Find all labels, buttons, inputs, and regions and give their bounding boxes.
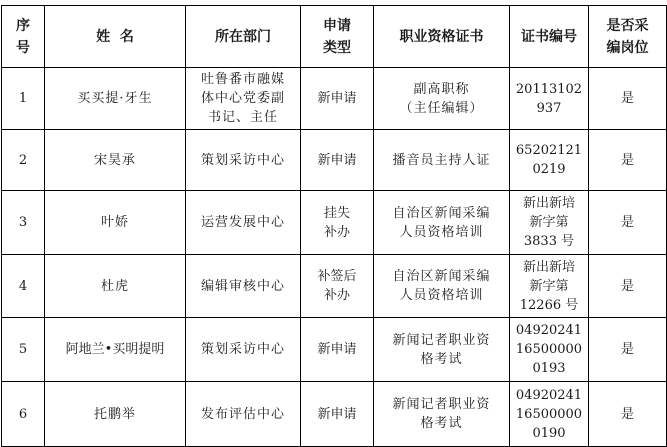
cell-dept: 发布评估中心 xyxy=(186,382,301,447)
header-name: 姓 名 xyxy=(45,6,186,68)
cell-seq: 2 xyxy=(2,130,45,191)
header-dept: 所在部门 xyxy=(186,6,301,68)
table-row xyxy=(2,130,667,191)
table-row xyxy=(2,318,667,382)
cell-cert-no: 65202121 0219 xyxy=(510,130,589,191)
cell-cert: 自治区新闻采编 人员资格培训 xyxy=(374,191,510,255)
cell-cert: 新闻记者职业资 格考试 xyxy=(374,382,510,447)
cell-apply-type: 补签后 补办 xyxy=(301,255,374,318)
cell-cert-no: 04920241 16500000 0193 xyxy=(510,318,589,382)
cell-cert-no: 新出新培 新字第 3833 号 xyxy=(510,191,589,255)
cell-dept: 编辑审核中心 xyxy=(186,255,301,318)
cell-cert: 自治区新闻采编 人员资格培训 xyxy=(374,255,510,318)
header-apply-type: 申请 类型 xyxy=(301,6,374,68)
cell-name: 杜虎 xyxy=(45,255,186,318)
cell-is-editorial: 是 xyxy=(589,255,667,318)
cell-apply-type: 新申请 xyxy=(301,382,374,447)
table-row xyxy=(2,255,667,318)
table-row xyxy=(2,382,667,447)
cell-cert-no: 20113102 937 xyxy=(510,68,589,130)
cell-cert-no: 新出新培 新字第 12266 号 xyxy=(510,255,589,318)
cell-apply-type: 新申请 xyxy=(301,318,374,382)
cell-dept: 吐鲁番市融媒 体中心党委副 书记、主任 xyxy=(186,68,301,130)
cell-seq: 1 xyxy=(2,68,45,130)
cell-name: 托鹏举 xyxy=(45,382,186,447)
cell-dept: 策划采访中心 xyxy=(186,130,301,191)
table-row xyxy=(2,68,667,130)
cell-cert-no: 04920241 16500000 0190 xyxy=(510,382,589,447)
cell-is-editorial: 是 xyxy=(589,68,667,130)
cell-name: 买买提·牙生 xyxy=(45,68,186,130)
cell-name: 叶娇 xyxy=(45,191,186,255)
cell-dept: 策划采访中心 xyxy=(186,318,301,382)
cell-is-editorial: 是 xyxy=(589,382,667,447)
cell-name: 阿地兰•买明提明 xyxy=(45,318,186,382)
cell-name: 宋昊承 xyxy=(45,130,186,191)
cell-dept: 运营发展中心 xyxy=(186,191,301,255)
cell-cert: 播音员主持人证 xyxy=(374,130,510,191)
certificate-application-table xyxy=(1,5,667,447)
header-cert: 职业资格证书 xyxy=(374,6,510,68)
cell-is-editorial: 是 xyxy=(589,191,667,255)
cell-is-editorial: 是 xyxy=(589,318,667,382)
table-row xyxy=(2,191,667,255)
cell-seq: 5 xyxy=(2,318,45,382)
cell-apply-type: 挂失 补办 xyxy=(301,191,374,255)
cell-seq: 6 xyxy=(2,382,45,447)
header-row xyxy=(2,6,667,68)
cell-apply-type: 新申请 xyxy=(301,68,374,130)
header-cert-no: 证书编号 xyxy=(510,6,589,68)
cell-is-editorial: 是 xyxy=(589,130,667,191)
header-is-editorial: 是否采 编岗位 xyxy=(589,6,667,68)
cell-seq: 3 xyxy=(2,191,45,255)
cell-cert: 副高职称 （主任编辑） xyxy=(374,68,510,130)
cell-cert: 新闻记者职业资 格考试 xyxy=(374,318,510,382)
header-seq: 序 号 xyxy=(2,6,45,68)
cell-apply-type: 新申请 xyxy=(301,130,374,191)
cell-seq: 4 xyxy=(2,255,45,318)
